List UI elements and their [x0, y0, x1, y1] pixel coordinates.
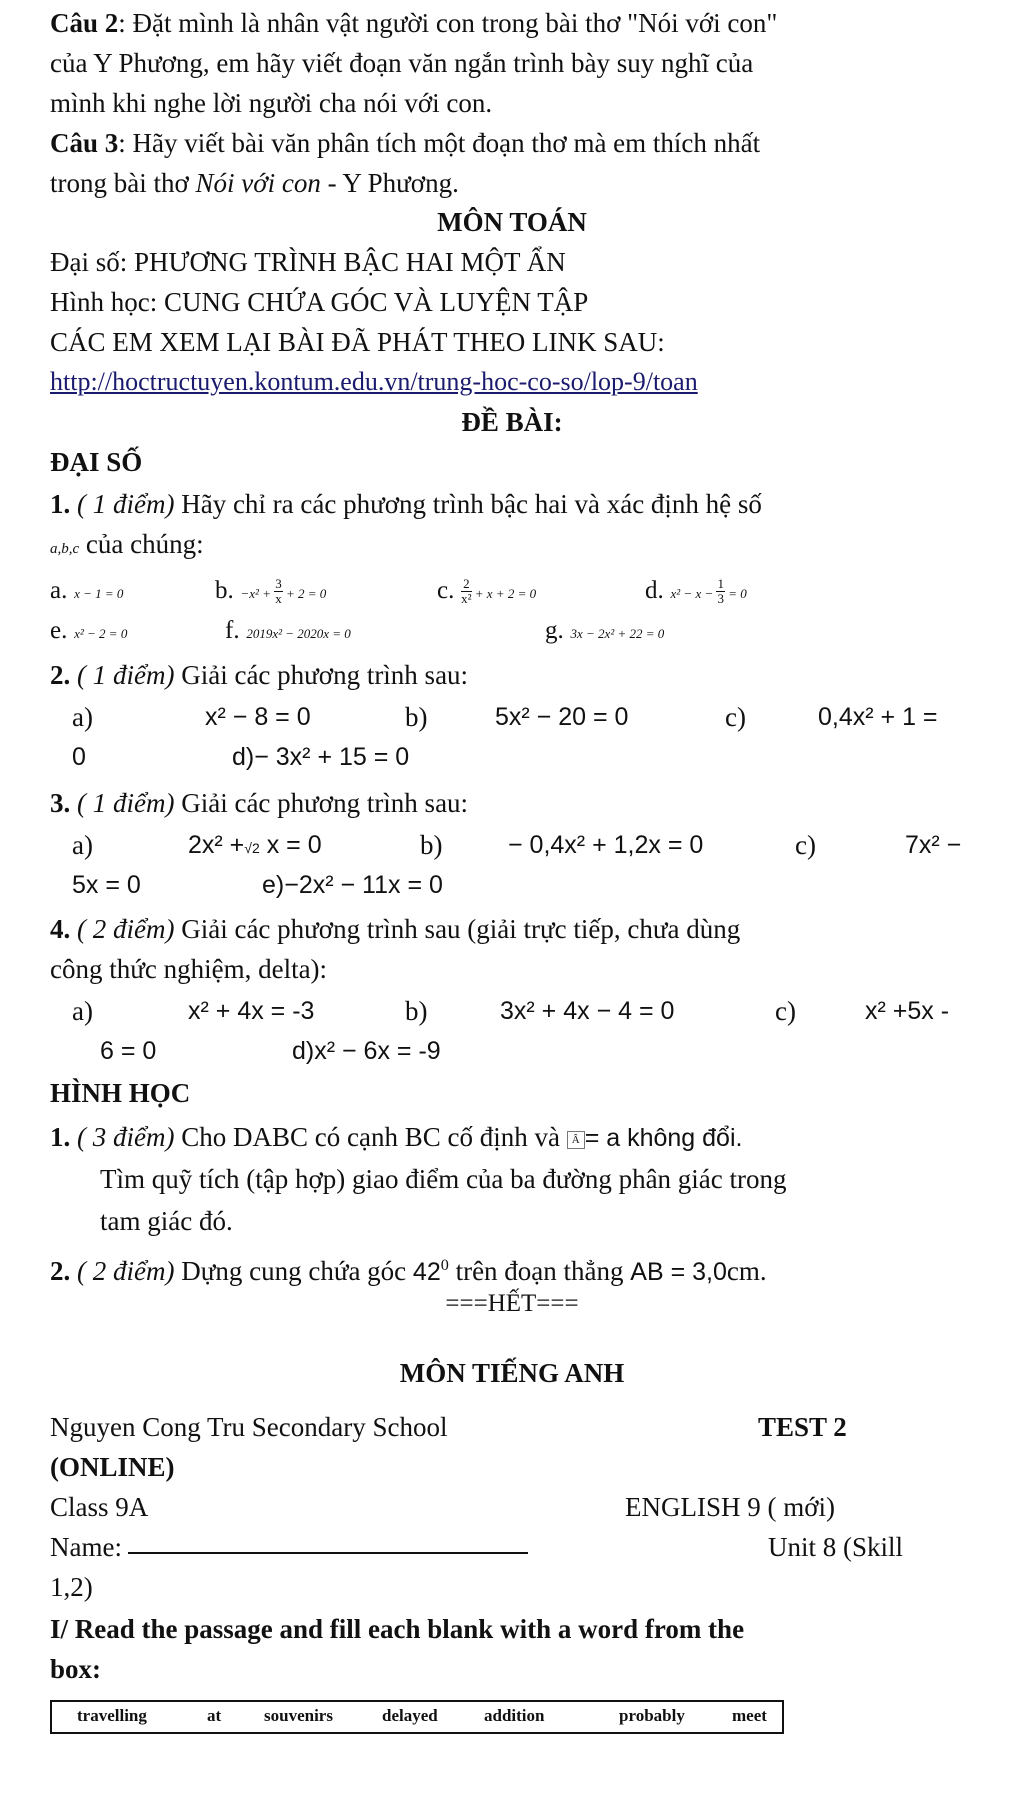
eq-expression: x² − 2 = 0 [74, 626, 128, 641]
p3-b-eq: − 0,4x² + 1,2x = 0 [508, 831, 704, 859]
word-box-item: addition [484, 1706, 545, 1725]
lit-q2-label: Câu 2 [50, 8, 119, 38]
g2-text2: trên đoạn thẳng [448, 1256, 631, 1286]
word-box-item: delayed [382, 1706, 438, 1725]
p1-coefficients: a,b,c [50, 541, 80, 557]
word-box-item: souvenirs [264, 1706, 333, 1725]
eq-label: b. [215, 577, 234, 604]
p1-number: 1. [50, 489, 71, 519]
p3-a-eq [188, 828, 322, 865]
degree-sign: 0 [440, 1256, 449, 1274]
word-box [50, 1700, 784, 1734]
name-blank[interactable] [128, 1530, 528, 1554]
task-instruction-cont: box: [50, 1654, 102, 1684]
name-field[interactable] [50, 1530, 528, 1564]
eq-part: −x² + [240, 586, 275, 601]
p3-a-label: a) [72, 830, 93, 860]
poem-title: Nói với con [195, 168, 321, 198]
g1-number: 1. [50, 1122, 71, 1152]
eq-label: d. [645, 577, 664, 604]
lit-q2-line1 [50, 6, 777, 40]
p4-text2: công thức nghiệm, delta): [50, 954, 328, 984]
p4-c-eq: x² +5x - [865, 997, 950, 1025]
g2-text: Dựng cung chứa góc [174, 1256, 413, 1286]
p1-eq-b [215, 572, 326, 611]
p3-a-part: 2x² + [188, 831, 245, 859]
word-box-item: at [207, 1706, 222, 1725]
math-title: MÔN TOÁN [437, 207, 587, 237]
dai-so-heading: ĐẠI SỐ [50, 447, 143, 477]
p3-e-eq: e)−2x² − 11x = 0 [262, 871, 443, 899]
word-box-item: travelling [77, 1706, 147, 1725]
p3-points: ( 1 điểm) [77, 788, 175, 818]
lit-q3-line2 [50, 166, 459, 200]
p4-a-eq: x² + 4x = -3 [188, 997, 315, 1025]
p4-a-label: a) [72, 996, 93, 1026]
math-review-note: CÁC EM XEM LẠI BÀI ĐÃ PHÁT THEO LINK SAU: [50, 327, 665, 357]
lit-q2-line3: mình khi nghe lời người cha nói với con. [50, 88, 493, 118]
p1-eq-f [225, 612, 351, 651]
p3-a-part: x = 0 [259, 831, 322, 859]
p3-b-label: b) [420, 830, 443, 860]
p1-eq-c [437, 572, 536, 611]
p1-eq-d [645, 572, 747, 611]
p2-d-eq: d)− 3x² + 15 = 0 [232, 743, 410, 771]
school-name: Nguyen Cong Tru Secondary School [50, 1412, 448, 1442]
class-label: Class 9A [50, 1492, 149, 1522]
p4-number: 4. [50, 914, 71, 944]
lit-q3-label: Câu 3 [50, 128, 119, 158]
p1-points: ( 1 điểm) [77, 489, 175, 519]
online-label: (ONLINE) [50, 1452, 175, 1482]
p2-b-label: b) [405, 702, 428, 732]
p1-text: Hãy chỉ ra các phương trình bậc hai và xác định hệ số [174, 489, 762, 519]
name-label: Name: [50, 1532, 122, 1562]
p1-eq-e [50, 612, 127, 651]
fraction: $\frac{1}{3}$ [717, 576, 724, 607]
g1-line3: tam giác đó. [100, 1206, 233, 1236]
de-bai-heading: ĐỀ BÀI: [461, 407, 563, 437]
g1-text2: = a không đổi. [584, 1124, 743, 1152]
g1-points: ( 3 điểm) [77, 1122, 175, 1152]
g2-points: ( 2 điểm) [77, 1256, 175, 1286]
eq-part: x² − x − [670, 586, 717, 601]
lit-q2-line2: của Y Phương, em hãy viết đoạn văn ngắn trình bày suy nghĩ của [50, 48, 754, 78]
word-box-item: probably [619, 1706, 685, 1725]
fraction: $\frac{2}{\text{x²}}$ [461, 576, 472, 607]
lit-q2-text: : Đặt mình là nhân vật người con trong bài thơ "Nói với con" [118, 8, 778, 38]
hinh-hoc-heading: HÌNH HỌC [50, 1078, 191, 1108]
p2-points: ( 1 điểm) [77, 660, 175, 690]
p2-a-label: a) [72, 702, 93, 732]
p4-line1 [50, 912, 740, 946]
lit-q3-text2: trong bài thơ [50, 168, 196, 198]
p1-line2 [50, 527, 204, 566]
eq-expression: x − 1 = 0 [74, 586, 124, 601]
p1-eq-g [545, 612, 664, 651]
p2-c-eq: 0,4x² + 1 = [818, 703, 938, 731]
eq-expression: 3x − 2x² + 22 = 0 [570, 626, 665, 641]
unit-label: Unit 8 (Skill [768, 1532, 904, 1562]
eq-label: g. [545, 617, 564, 644]
english-title: MÔN TIẾNG ANH [399, 1358, 625, 1388]
p1-text2: của chúng: [79, 529, 204, 559]
p2-text: Giải các phương trình sau: [174, 660, 469, 690]
p1-eq-a [50, 572, 123, 611]
eq-part: = 0 [724, 586, 747, 601]
math-link[interactable]: http://hoctructuyen.kontum.edu.vn/trung-hoc-co-so/lop-9/toan [50, 367, 698, 396]
p3-c-label: c) [795, 830, 816, 860]
lit-q3-text: : Hãy viết bài văn phân tích một đoạn thơ mà em thích nhất [118, 128, 761, 158]
word-box-item: meet [732, 1706, 767, 1725]
g2-unit: cm. [726, 1256, 767, 1286]
p4-b-label: b) [405, 996, 428, 1026]
sqrt-two: √2 [244, 840, 260, 856]
p1-line1 [50, 487, 762, 521]
subject-label: ENGLISH 9 ( mới) [625, 1492, 836, 1522]
g2-length: AB = 3,0 [630, 1258, 727, 1286]
eq-part: + x + 2 = 0 [471, 586, 537, 601]
eq-label: f. [225, 617, 240, 644]
p4-b-eq: 3x² + 4x − 4 = 0 [500, 997, 675, 1025]
p3-line1 [50, 786, 468, 820]
g2-angle: 42 [412, 1258, 441, 1286]
eq-label: c. [437, 577, 455, 604]
p4-points: ( 2 điểm) [77, 914, 175, 944]
lit-q3-line1 [50, 126, 760, 160]
eq-part: + 2 = 0 [282, 586, 327, 601]
end-marker: ===HẾT=== [445, 1290, 579, 1317]
p2-b-eq: 5x² − 20 = 0 [495, 703, 629, 731]
eq-label: a. [50, 577, 68, 604]
p4-c-eq-cont: 6 = 0 [100, 1037, 157, 1065]
p2-c-label: c) [725, 702, 746, 732]
fraction: $\frac{3}{x}$ [275, 576, 282, 607]
test-label: TEST 2 [758, 1412, 847, 1442]
g1-line2: Tìm quỹ tích (tập hợp) giao điểm của ba đường phân giác trong [100, 1164, 787, 1194]
p2-a-eq: x² − 8 = 0 [205, 703, 311, 731]
p3-number: 3. [50, 788, 71, 818]
p3-c-eq-cont: 5x = 0 [72, 871, 141, 899]
g2-line1 [50, 1248, 767, 1289]
task-instruction: I/ Read the passage and fill each blank with a word from the [50, 1614, 745, 1644]
math-geometry-topic: Hình học: CUNG CHỨA GÓC VÀ LUYỆN TẬP [50, 287, 589, 317]
g1-line1 [50, 1120, 742, 1155]
p4-d-eq: d)x² − 6x = -9 [292, 1037, 441, 1065]
g2-number: 2. [50, 1256, 71, 1286]
p2-c-eq-cont: 0 [72, 743, 86, 771]
p2-number: 2. [50, 660, 71, 690]
eq-label: e. [50, 617, 68, 644]
p3-c-eq: 7x² − [905, 831, 962, 859]
poem-author: - Y Phương. [320, 168, 459, 198]
eq-expression: 2019x² − 2020x = 0 [246, 626, 351, 641]
angle-symbol: Â [567, 1131, 585, 1149]
p4-text: Giải các phương trình sau (giải trực tiếp, chưa dùng [174, 914, 741, 944]
p2-line1 [50, 658, 468, 692]
p4-c-label: c) [775, 996, 796, 1026]
unit-label-cont: 1,2) [50, 1572, 93, 1602]
math-algebra-topic: Đại số: PHƯƠNG TRÌNH BẬC HAI MỘT ẨN [50, 247, 566, 277]
p3-text: Giải các phương trình sau: [174, 788, 469, 818]
g1-text: Cho DABC có cạnh BC cố định và [174, 1122, 567, 1152]
